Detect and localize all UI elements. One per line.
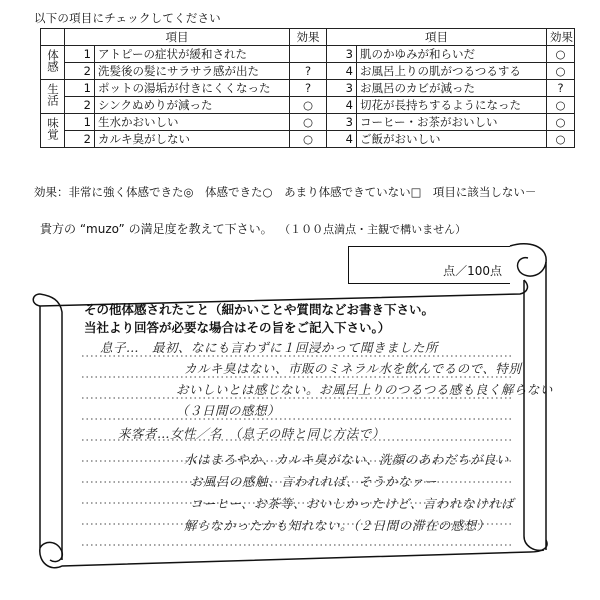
category-label: 味覚 — [41, 114, 65, 148]
item-number: 1 — [65, 114, 95, 131]
effect-header: 効果 — [547, 29, 575, 46]
effect-mark[interactable]: ? — [290, 63, 327, 80]
effect-mark[interactable]: ○ — [290, 131, 327, 148]
effect-header: 効果 — [290, 29, 327, 46]
item-header: 項目 — [65, 29, 290, 46]
effect-mark[interactable]: ? — [290, 80, 327, 97]
scroll-bottom-edge — [40, 540, 547, 568]
other-feedback-subtitle: 当社より回答が必要な場合はその旨をご記入下さい。） — [84, 320, 391, 335]
handwritten-line: コーヒー、お茶等、おいしかったけど、言われなければ — [190, 496, 515, 511]
item-label: 肌のかゆみが和らいだ — [357, 46, 547, 63]
handwritten-line: 息子… 最初、なにも言わずに１回浸かって聞きました所 — [100, 340, 439, 355]
instruction-text: 以下の項目にチェックしてください — [34, 11, 221, 25]
other-feedback-title: その他体感されたこと（細かいことや質問などお書き下さい。 — [84, 302, 435, 317]
effect-mark[interactable]: ○ — [290, 114, 327, 131]
effect-mark[interactable]: ○ — [547, 97, 575, 114]
item-number: 3 — [327, 114, 357, 131]
item-label: 切花が長持ちするようになった — [357, 97, 547, 114]
item-number: 3 — [327, 80, 357, 97]
item-number: 2 — [65, 131, 95, 148]
scroll-top-curl — [510, 244, 546, 276]
item-label: お風呂のカビが減った — [357, 80, 547, 97]
category-label: 生活 — [41, 80, 65, 114]
scroll-right-edge — [524, 280, 544, 550]
item-label: 洗髪後の髪にサラサラ感が出た — [95, 63, 290, 80]
effect-mark[interactable]: ○ — [547, 114, 575, 131]
effect-mark[interactable]: ○ — [547, 131, 575, 148]
item-number: 4 — [327, 97, 357, 114]
handwritten-line: お風呂の感触、言われれば、そうかなァー — [190, 474, 438, 489]
item-number: 1 — [65, 46, 95, 63]
question-note: （１００点満点・主観で構いません） — [284, 223, 467, 236]
handwritten-line: （３日間の感想） — [176, 403, 281, 418]
item-label: コーヒー・お茶がおいしい — [357, 114, 547, 131]
item-number: 1 — [65, 80, 95, 97]
item-number: 2 — [65, 97, 95, 114]
item-label: ご飯がおいしい — [357, 131, 547, 148]
effect-mark[interactable]: ? — [547, 80, 575, 97]
scroll-left-edge — [40, 294, 62, 560]
effect-mark[interactable]: ○ — [547, 46, 575, 63]
effect-mark[interactable]: ○ — [290, 97, 327, 114]
effect-legend: 効果：非常に強く体感できた◎ 体感できた○ あまり体感できていない□ 項目に該当しない－ — [34, 185, 537, 199]
item-label: ポットの湯垢が付きにくくなった — [95, 80, 290, 97]
handwritten-line: 解らなかったかも知れない。（２日間の滞在の感想） — [184, 518, 490, 533]
handwritten-line: 水はまろやか、カルキ臭がない、洗顔のあわだちが良い — [184, 452, 510, 467]
item-number: 4 — [327, 131, 357, 148]
handwritten-line: カルキ臭はない、市販のミネラル水を飲んでるので、特別 — [184, 361, 522, 376]
score-unit-label: 点／100点 — [443, 264, 502, 278]
question-text: 貴方の “muzo” の満足度を教えて下さい。 — [40, 222, 273, 236]
item-label: 生水かおいしい — [95, 114, 290, 131]
item-number: 3 — [327, 46, 357, 63]
item-label: カルキ臭がしない — [95, 131, 290, 148]
effect-mark[interactable]: ○ — [547, 63, 575, 80]
item-header: 項目 — [327, 29, 547, 46]
item-label: シンクぬめりが減った — [95, 97, 290, 114]
item-number: 2 — [65, 63, 95, 80]
scroll-bottom-curl — [40, 542, 62, 561]
item-number: 4 — [327, 63, 357, 80]
item-label: アトピーの症状が緩和された — [95, 46, 290, 63]
handwritten-line: おいしいとは感じない。お風呂上りのつるつる感も良く解らない — [176, 382, 553, 397]
handwritten-line: 来客者…女性／名 （息子の時と同じ方法で） — [118, 426, 385, 441]
item-label: お風呂上りの肌がつるつるする — [357, 63, 547, 80]
category-label: 体感 — [41, 46, 65, 80]
